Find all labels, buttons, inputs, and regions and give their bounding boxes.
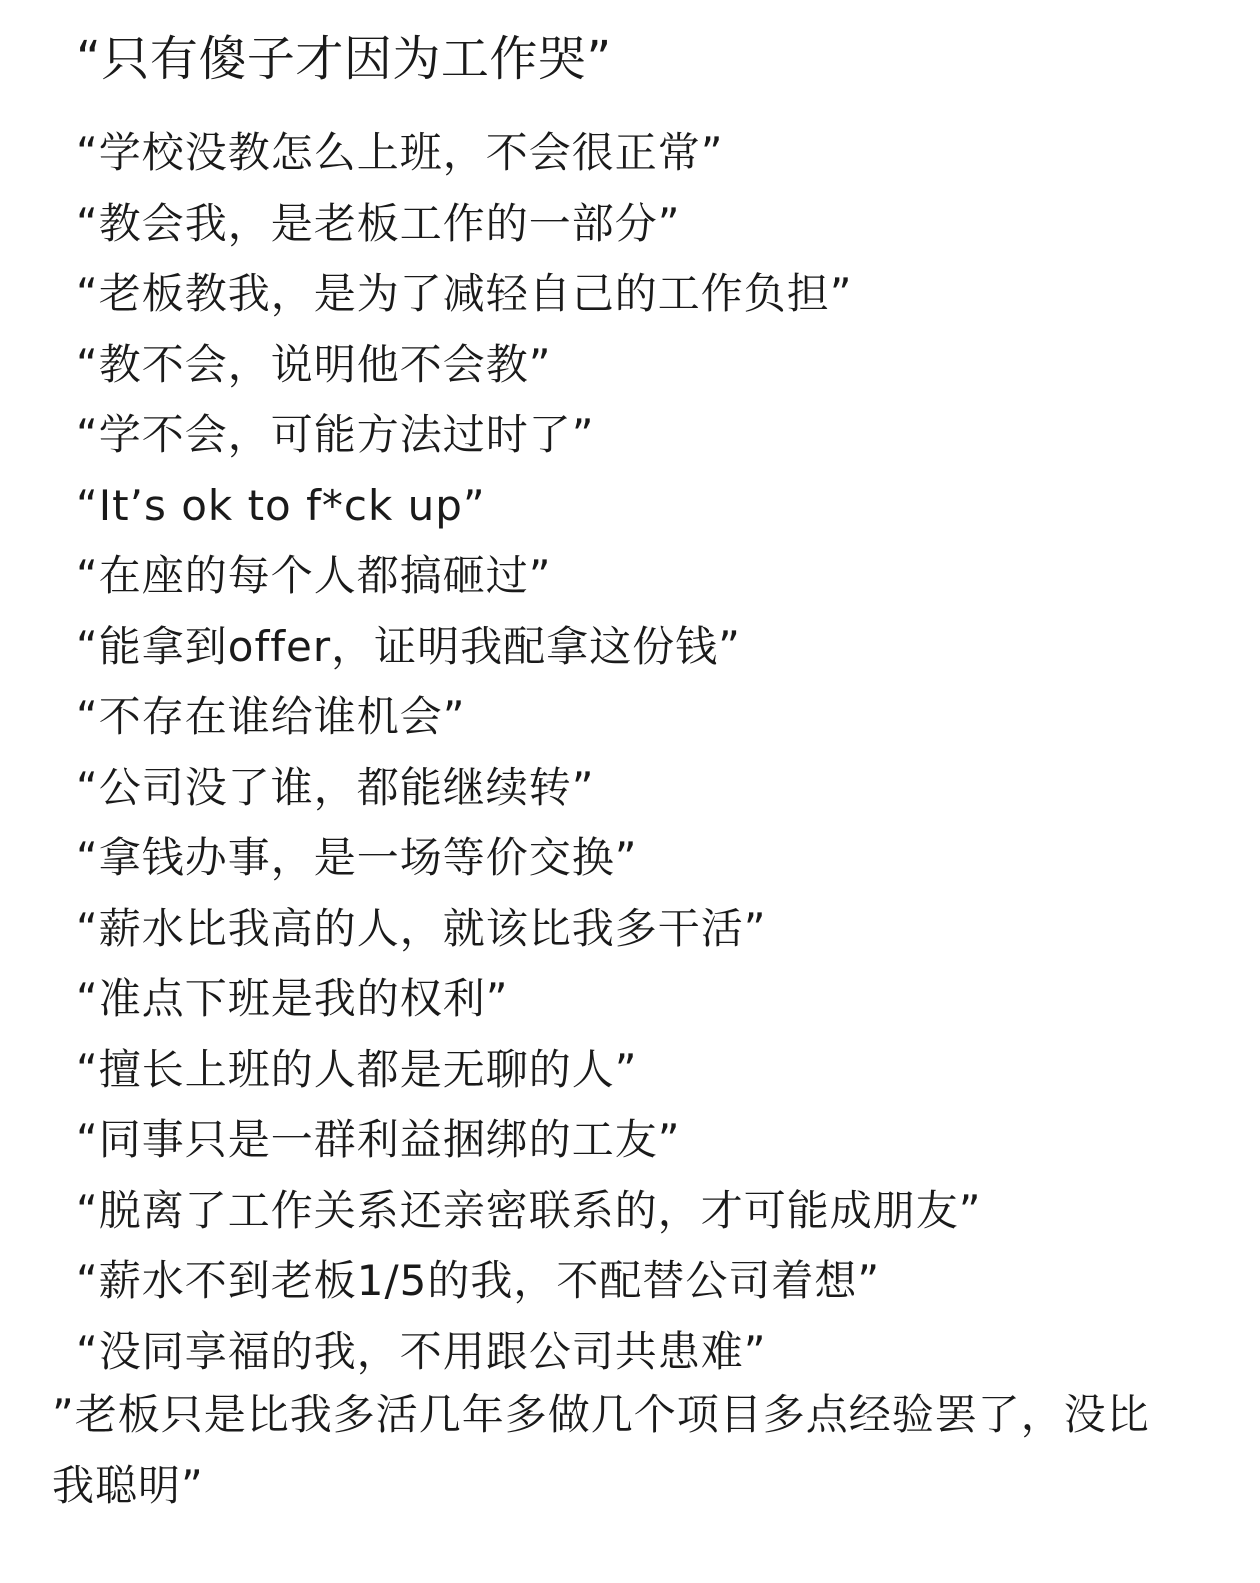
- quote-line: “脱离了工作关系还亲密联系的，才可能成朋友”: [76, 1185, 982, 1235]
- quote-line: “能拿到offer，证明我配拿这份钱”: [76, 621, 741, 671]
- quote-line-final: ”老板只是比我多活几年多做几个项目多点经验罢了，没比我聪明”: [52, 1390, 1150, 1510]
- quote-line: “It’s ok to f*ck up”: [76, 480, 486, 530]
- quote-line: “公司没了谁，都能继续转”: [76, 762, 595, 812]
- quote-line: “薪水比我高的人，就该比我多干活”: [76, 903, 767, 953]
- quote-line: “不存在谁给谁机会”: [76, 692, 466, 741]
- quote-line: “教会我，是老板工作的一部分”: [76, 198, 681, 248]
- quote-line: “拿钱办事，是一场等价交换”: [76, 833, 638, 882]
- quote-line: “教不会，说明他不会教”: [76, 339, 552, 389]
- quote-line: “薪水不到老板1/5的我，不配替公司着想”: [76, 1256, 881, 1305]
- quote-line: “没同享福的我，不用跟公司共患难”: [76, 1326, 767, 1376]
- quote-line: “老板教我，是为了减轻自己的工作负担”: [76, 269, 853, 318]
- page-title: “只有傻子才因为工作哭”: [76, 31, 612, 87]
- quote-line: “擅长上班的人都是无聊的人”: [76, 1044, 638, 1094]
- quote-line: “在座的每个人都搞砸过”: [76, 551, 552, 600]
- quote-list: [76, 118, 1206, 1387]
- quote-line: “学校没教怎么上班，不会很正常”: [76, 128, 724, 177]
- quote-line: “同事只是一群利益捆绑的工友”: [76, 1115, 681, 1164]
- quote-line: “学不会，可能方法过时了”: [76, 410, 595, 459]
- quote-line: “准点下班是我的权利”: [76, 974, 509, 1023]
